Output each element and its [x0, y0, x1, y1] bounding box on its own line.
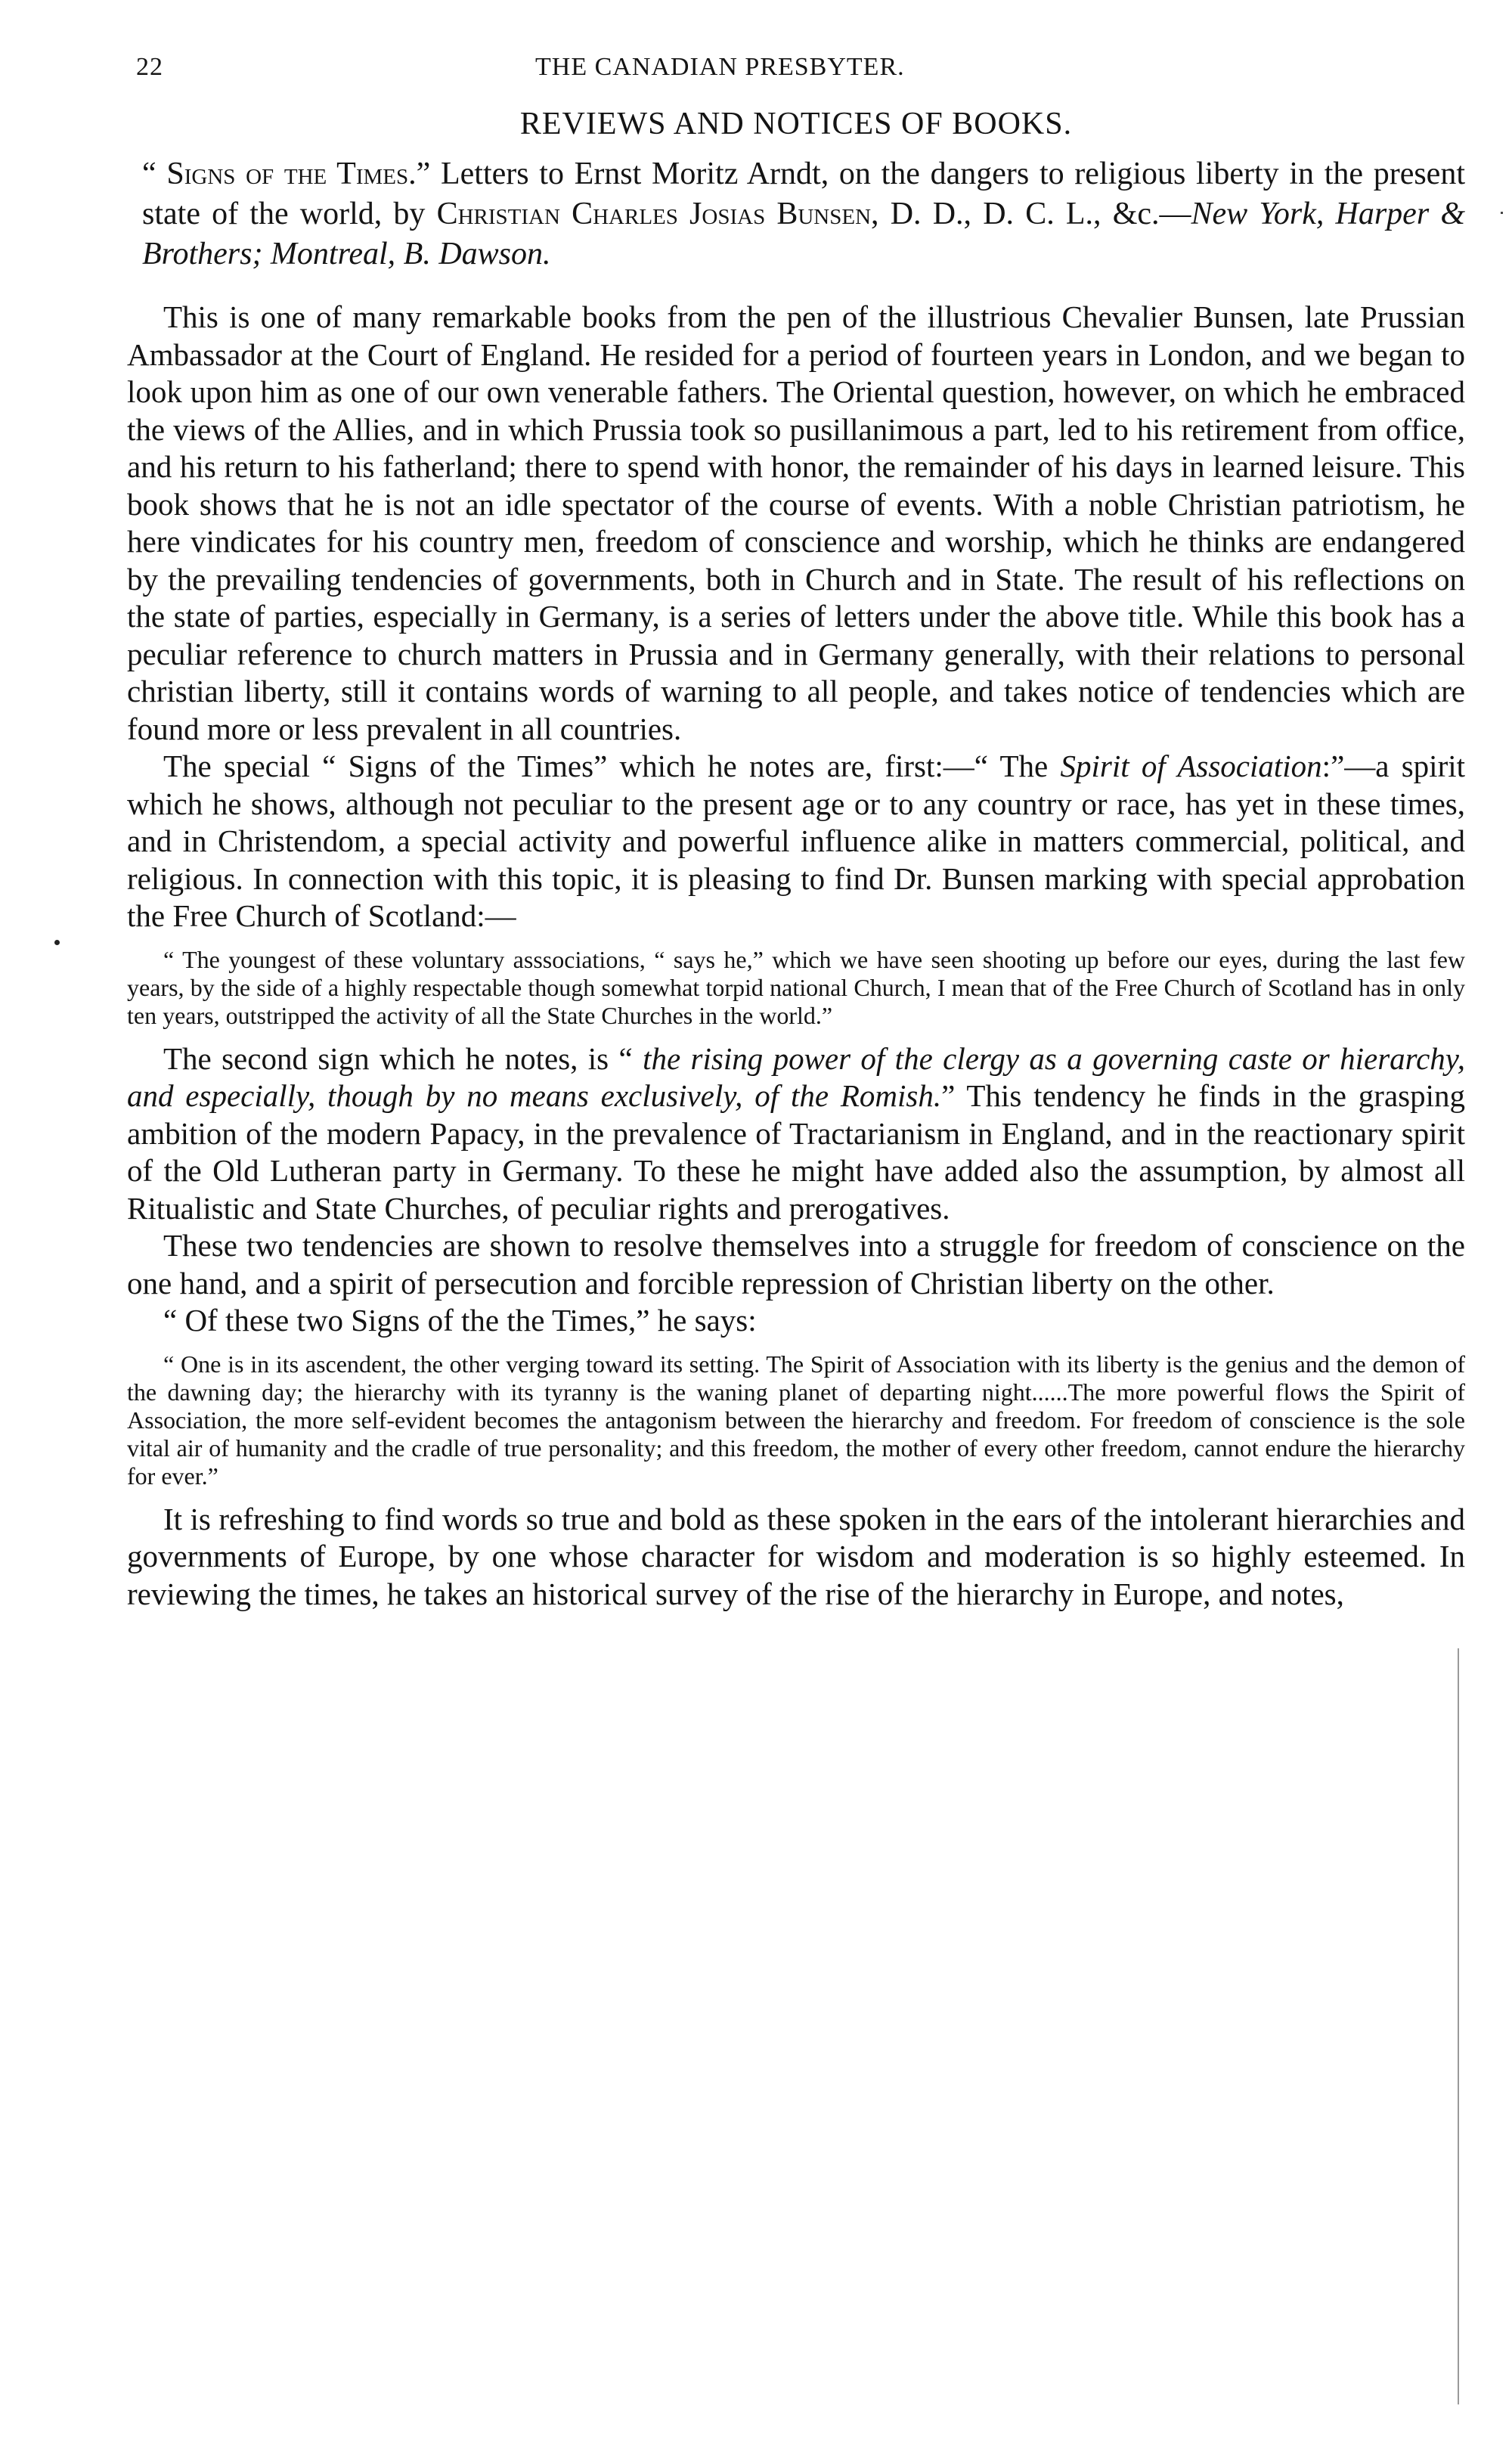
paragraph-3-emphasis: the rising power of the clergy as a governing caste or hierarchy, and especially, though by no means exclusively, of the Romish. — [127, 1040, 1465, 1113]
citation-author: Christian Charles Josias Bunsen — [436, 197, 872, 231]
paragraph-2 — [127, 748, 1465, 935]
paragraph-3-lead: The second sign which he notes, is “ — [163, 1040, 643, 1076]
page-number: 22 — [136, 53, 163, 81]
citation-description: Letters to Ernst Moritz Arndt, on the dangers to religious liberty in the present state of the world, by — [142, 157, 1465, 231]
page-edge-rule — [1458, 1648, 1459, 2404]
running-header — [127, 53, 1465, 100]
paragraph-2-rest: :”—a spirit which he shows, although not peculiar to the present age or to any country or race, has yet in these times, and in Christendom, a special activity and powerful influence alike in matters commercial, political, and religious. In connection with this topic, it is pleasing to find Dr. Bunsen marking with special approbation the Free Church of Scotland:— — [127, 749, 1466, 933]
block-quote-2: “ One is in its ascendent, the other verging toward its setting. The Spirit of Association with its liberty is the genius and the demon of the dawning day; the hierarchy with its tyranny is the waning planet of departing night......The more powerful flows the Spirit of Association, the more self-evident becomes the antagonism between the hierarchy and freedom. For freedom of conscience is the sole vital air of humanity and the cradle of true personality; and this freedom, the mother of every other freedom, cannot endure the hierarchy for ever.” — [127, 1350, 1465, 1490]
citation-close-quote: ” — [416, 157, 441, 191]
block-quote-1: “ The youngest of these voluntary asssociations, “ says he,” which we have seen shooting up before our eyes, during the last few years, by the side of a highly respectable though somewhat torpid national Church, I mean that of the Free Church of Scotland has in only ten years, outstripped the activity of all the State Churches in the world.” — [127, 945, 1465, 1029]
paragraph-1: This is one of many remarkable books from the pen of the illustrious Chevalier Bunsen, late Prussian Ambassador at the Court of England. He resided for a period of fourteen years in London, and we began to look upon him as one of our own venerable fathers. The Oriental question, however, on which he embraced the views of the Allies, and in which Prussia took so pusillanimous a part, led to his retirement from office, and his return to his fatherland; there to spend with honor, the remainder of his days in learned leisure. This book shows that he is not an idle spectator of the course of events. With a noble Christian patriotism, he here vindicates for his country men, freedom of conscience and worship, which he thinks are endangered by the prevailing tendencies of governments, both in Church and in State. The result of his reflections on the state of parties, especially in Germany, is a series of letters under the above title. While this book has a peculiar reference to church matters in Prussia and in Germany generally, with their relations to personal christian liberty, still it contains words of warning to all people, and takes notice of tendencies which are found more or less prevalent in all countries. — [127, 299, 1465, 746]
citation-publisher: New York, Harper & Brothers; Montreal, B. Dawson. — [142, 197, 1465, 271]
paragraph-2-lead: The special “ Signs of the Times” which he notes are, first:—“ The — [163, 749, 1061, 783]
edge-speck — [1501, 212, 1503, 214]
section-title: REVIEWS AND NOTICES OF BOOKS. — [519, 107, 1073, 141]
paragraph-2-emphasis: Spirit of Association — [1060, 749, 1322, 783]
citation-open-quote: “ — [142, 157, 167, 191]
paragraph-4: These two tendencies are shown to resolve themselves into a struggle for freedom of conscience on the one hand, and a spirit of persecution and forcible repression of Christian liberty on the other. — [127, 1228, 1465, 1301]
citation-book-title: Signs of the Times. — [166, 157, 417, 191]
paragraph-6: It is refreshing to find words so true and bold as these spoken in the ears of the intolerant hierarchies and governments of Europe, by one whose character for wisdom and moderation is so highly esteemed. In reviewing the times, he takes an historical survey of the rise of the hierarchy in Europe, and notes, — [127, 1501, 1465, 1611]
book-citation — [127, 154, 1465, 274]
paragraph-5: “ Of these two Signs of the the Times,” he says: — [163, 1303, 757, 1338]
review-body — [127, 299, 1465, 1613]
citation-degrees: , D. D., D. C. L., &c.— — [871, 197, 1191, 231]
paragraph-3 — [127, 1040, 1465, 1228]
paragraph-3-rest: ” This tendency he finds in the grasping ambition of the modern Papacy, in the prevalence of Tractarianism in England, and in the reactionary spirit of the Old Lutheran party in Germany. To these he might have added also the assumption, by almost all Ritualistic and State Churches, of peculiar rights and prerogatives. — [127, 1078, 1465, 1226]
margin-dot — [54, 940, 60, 945]
running-title: THE CANADIAN PRESBYTER. — [535, 53, 905, 81]
page — [127, 53, 1465, 1613]
